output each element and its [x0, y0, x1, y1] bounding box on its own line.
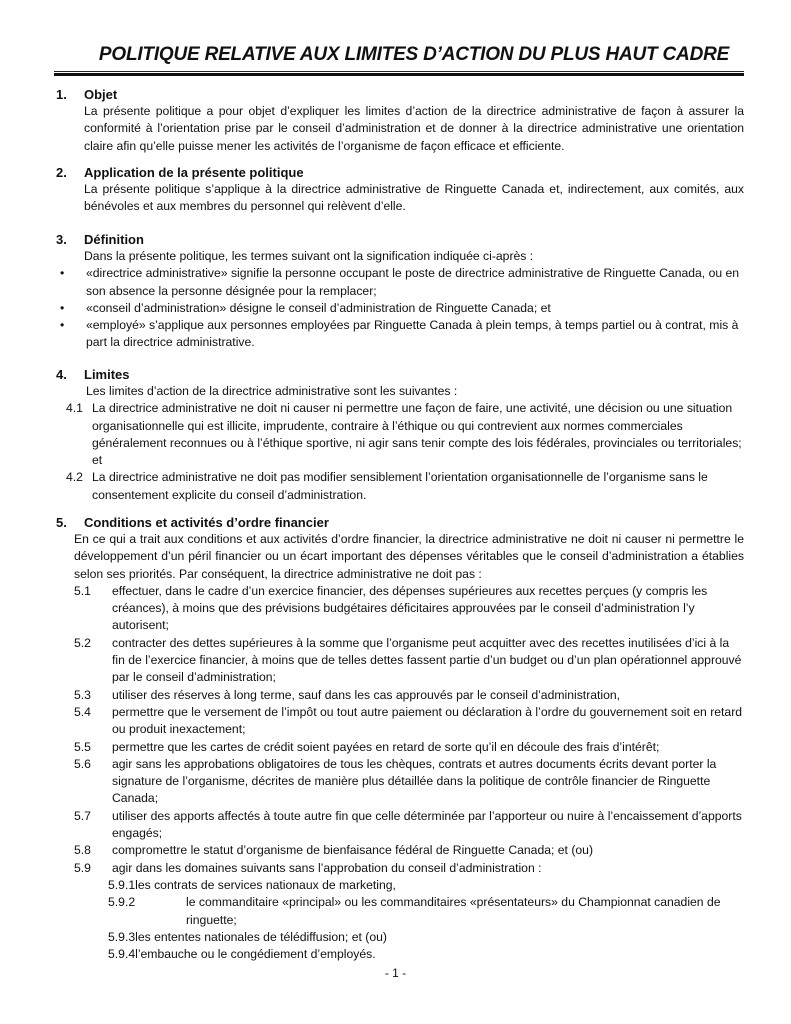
- sub-list-item: [108, 877, 744, 894]
- item-text: effectuer, dans le cadre d’un exercice financier, des dépenses supérieures aux recettes perçues (y compris les créances), à moins que des prévisions budgétaires déficitaires approuvées par le conseil d’administration l’y autorisent;: [112, 583, 708, 633]
- item-text: utiliser des apports affectés à toute autre fin que celle déterminée par l’apporteur ou nuire à l’encaissement d’apports engagés;: [112, 808, 742, 841]
- list-item: [74, 860, 744, 877]
- item-number: 5.4: [74, 704, 91, 719]
- item-text: agir dans les domaines suivants sans l’approbation du conseil d’administration :: [112, 860, 542, 875]
- section-heading: [56, 514, 744, 531]
- sub-items-list: [108, 877, 744, 963]
- section-objet: [56, 86, 744, 155]
- item-text: La directrice administrative ne doit pas modifier sensiblement l’orientation organisationnelle de l’organisme sans le consentement explicite du conseil d’administration.: [92, 470, 708, 502]
- item-text: permettre que le versement de l’impôt ou tout autre paiement ou déclaration à l’ordre du gouvernement soit en retard ou produit inexactement;: [112, 704, 743, 737]
- section-title: Limites: [84, 367, 130, 382]
- section-financier: [56, 514, 744, 963]
- item-number: 4.1: [66, 401, 83, 416]
- sub-item-number: 5.9.3: [108, 929, 136, 944]
- list-item: [60, 300, 744, 317]
- section-heading: [56, 164, 744, 181]
- section-body: Les limites d’action de la directrice administrative sont les suivantes :: [86, 384, 458, 398]
- list-item: [74, 739, 744, 756]
- item-text: utiliser des réserves à long terme, sauf dans les cas approuvés par le conseil d’administration,: [112, 687, 621, 702]
- item-number: 5.5: [74, 739, 91, 754]
- item-text: permettre que les cartes de crédit soient payées en retard de sorte qu’il en découle des frais d’intérêt;: [112, 739, 660, 754]
- list-item: [74, 635, 744, 687]
- item-number: 5.6: [74, 756, 91, 771]
- item-number: 5.8: [74, 843, 91, 858]
- list-item: [60, 265, 744, 300]
- section-number: 1.: [56, 87, 67, 102]
- item-text: compromettre le statut d’organisme de bienfaisance fédéral de Ringuette Canada; et (ou): [112, 843, 594, 858]
- sub-item-number: 5.9.1: [108, 877, 136, 892]
- section-number: 3.: [56, 232, 67, 247]
- bullet-icon: •: [60, 266, 65, 281]
- item-number: 5.7: [74, 808, 91, 823]
- sub-item-text: les ententes nationales de télédiffusion; et (ou): [135, 929, 387, 944]
- document-title: POLITIQUE RELATIVE AUX LIMITES D’ACTION DU PLUS HAUT CADRE: [98, 44, 730, 65]
- limits-list: [66, 400, 744, 504]
- title-rule-thick: [54, 73, 744, 76]
- item-text: agir sans les approbations obligatoires de tous les chèques, contrats et autres documents écrits devant porter la signature de l’organisme, décrites de manière plus détaillée dans la politique de contrôle financier de Ringuette Canada;: [112, 756, 717, 806]
- list-item-text: «conseil d’administration» désigne le conseil d’administration de Ringuette Canada; et: [86, 300, 551, 315]
- section-body: Dans la présente politique, les termes suivant ont la signification indiquée ci-après :: [84, 249, 534, 263]
- list-item: [74, 756, 744, 808]
- section-title: Définition: [84, 232, 144, 247]
- section-heading: [56, 86, 744, 103]
- sub-item-number: 5.9.4: [108, 947, 136, 962]
- item-text: La directrice administrative ne doit ni causer ni permettre une façon de faire, une activité, une décision ou une situation organisationnelle qui est illicite, imprudente, contraire à l’éthique ou qui contrevient aux normes commerciales généralement reconnues ou à l’éthique sportive, ni agir sans tenir compte des lois fédérales, provinciales ou territoriales; et: [92, 401, 742, 468]
- list-item: [74, 842, 744, 859]
- list-item: [74, 583, 744, 635]
- bullet-icon: •: [60, 300, 65, 315]
- list-item: [66, 400, 744, 469]
- definition-list: [60, 265, 744, 351]
- section-title: Application de la présente politique: [84, 165, 304, 180]
- list-item-text: «directrice administrative» signifie la personne occupant le poste de directrice administrative de Ringuette Canada, ou en son absence la personne désignée pour la remplacer;: [86, 266, 740, 298]
- section-body: La présente politique a pour objet d’expliquer les limites d’action de la directrice administrative de façon à assurer la conformité à l’orientation prise par le conseil d’administration et de donner à la directrice administrative une orientation claire afin qu’elle puisse mener les activités de l’organisme de façon efficace et efficiente.: [84, 104, 744, 153]
- section-number: 2.: [56, 165, 67, 180]
- section-number: 5.: [56, 515, 67, 530]
- list-item: [66, 469, 744, 504]
- sub-list-item: [108, 929, 744, 946]
- item-number: 5.9: [74, 860, 91, 875]
- sub-item-text: les contrats de services nationaux de marketing,: [135, 877, 396, 892]
- sub-item-text: l’embauche ou le congédiement d’employés.: [135, 947, 376, 962]
- section-heading: [56, 366, 744, 383]
- section-title: Objet: [84, 87, 118, 102]
- section-application: [56, 164, 744, 216]
- list-item: [74, 687, 744, 704]
- sub-item-number: 5.9.2: [108, 895, 136, 910]
- list-item-text: «employé» s’applique aux personnes employées par Ringuette Canada à plein temps, à temps partiel ou à contrat, mis à part la directrice administrative.: [86, 318, 739, 350]
- page-number: - 1 -: [384, 966, 407, 980]
- section-body: En ce qui a trait aux conditions et aux activités d’ordre financier, la directrice administrative ne doit ni causer ni permettre le développement d’un péril financier ou un écart important des dépenses véritables que le conseil d’administration a établies selon ses priorités. Par conséquent, la directrice administrative ne doit pas :: [74, 532, 744, 581]
- item-number: 5.2: [74, 635, 91, 650]
- list-item: [74, 704, 744, 739]
- bullet-icon: •: [60, 318, 65, 333]
- title-rule-thin: [54, 71, 744, 72]
- item-number: 5.3: [74, 687, 91, 702]
- section-heading: [56, 231, 744, 248]
- section-number: 4.: [56, 367, 67, 382]
- sub-list-item: [108, 946, 744, 963]
- section-limites: [56, 366, 744, 504]
- item-text: contracter des dettes supérieures à la somme que l’organisme peut acquitter avec des recettes inutilisées d’ici à la fin de l’exercice financier, à moins que de telles dettes fassent partie d’un budget ou d’un plan opérationnel approuvé par le conseil d’administration;: [112, 635, 742, 685]
- section-definition: [56, 231, 744, 352]
- financial-limits-list: [74, 583, 744, 877]
- sub-list-item: [108, 894, 744, 929]
- list-item: [60, 317, 744, 352]
- sub-item-text: le commanditaire «principal» ou les commanditaires «présentateurs» du Championnat canadien de ringuette;: [186, 895, 721, 927]
- section-title: Conditions et activités d’ordre financier: [84, 515, 329, 530]
- item-number: 4.2: [66, 470, 83, 485]
- item-number: 5.1: [74, 583, 91, 598]
- list-item: [74, 808, 744, 843]
- section-body: La présente politique s’applique à la directrice administrative de Ringuette Canada et, indirectement, aux comités, aux bénévoles et aux membres du personnel qui relèvent d’elle.: [84, 182, 744, 214]
